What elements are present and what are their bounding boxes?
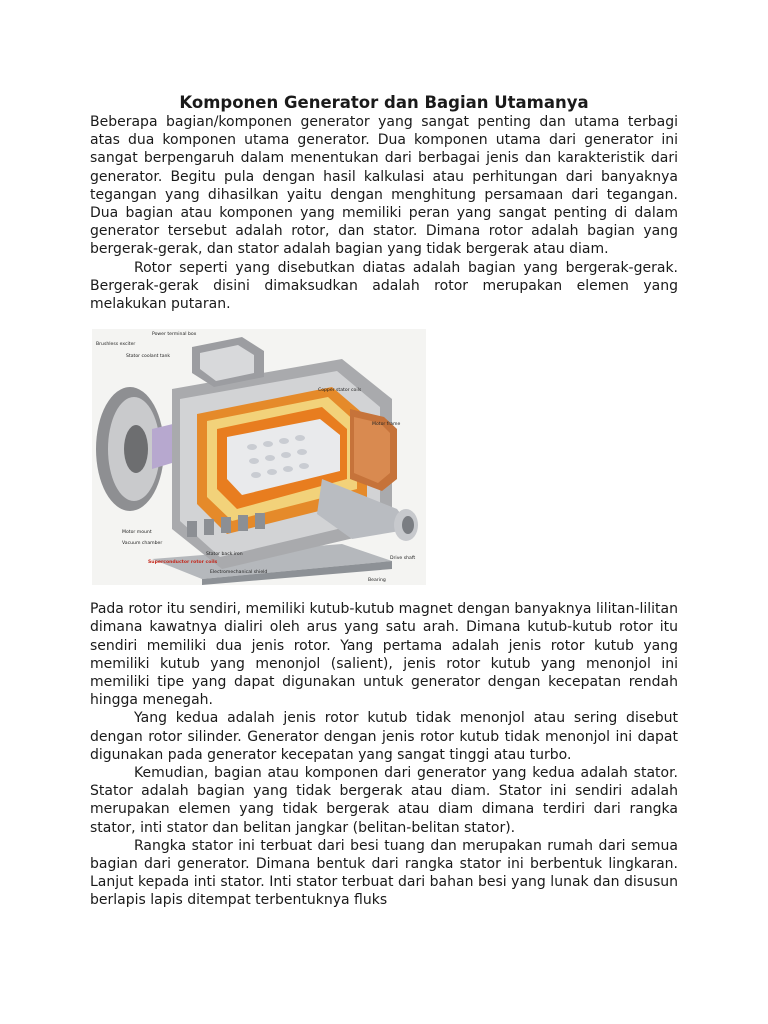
paragraph: Pada rotor itu sendiri, memiliki kutub-kutub magnet dengan banyaknya lilitan-lilitan dimana kawatnya dialiri oleh arus yang satu arah. Dimana kutub-kutub rotor itu sendiri memiliki dua jenis rotor. Yang pertama adalah jenis rotor kutub yang memiliki kutub yang menonjol (salient), jenis rotor kutub yang menonjol ini memiliki tipe yang dapat digunakan untuk generator dengan kecepatan rendah hingga menegah. (90, 601, 678, 709)
paragraph: Rangka stator ini terbuat dari besi tuang dan merupakan rumah dari semua bagian dari generator. Dimana bentuk dari rangka stator ini berbentuk lingkaran. Lanjut kepada inti stator. Inti stator terbuat dari bahan besi yang lunak dan disusun berlapis lapis ditempat terbentuknya fluks (90, 837, 678, 909)
document-body (90, 93, 678, 910)
paragraph: Yang kedua adalah jenis rotor kutub tidak menonjol atau sering disebut dengan rotor silinder. Generator dengan jenis rotor kutub tidak menonjol ini dapat digunakan pada generator kecepatan yang sangat tinggi atau turbo. (90, 710, 678, 763)
paragraph: Beberapa bagian/komponen generator yang sangat penting dan utama terbagi atas dua komponen utama generator. Dua komponen utama dari generator ini sangat berpengaruh dalam menentukan dari berbagai jenis dan karakteristik dari generator. Begitu pula dengan hasil kalkulasi atau perhitungan dari banyaknya tegangan yang dihasilkan yaitu dengan menghitung persamaan dari tegangan. Dua bagian atau komponen yang memiliki peran yang sangat penting di dalam generator tersebut adalah rotor, dan stator. Dimana rotor adalah bagian yang bergerak-gerak, dan stator adalah bagian yang tidak bergerak atau diam. (90, 114, 678, 258)
generator-cutaway-figure (92, 329, 426, 585)
label-motor-mount: Motor mount (122, 530, 152, 536)
label-copper-stator-coils: Copper stator coils (318, 388, 362, 394)
generator-cutaway-illustration (92, 329, 426, 585)
paragraph: Kemudian, bagian atau komponen dari generator yang kedua adalah stator. Stator adalah bagian yang tidak bergerak atau diam. Stator ini sendiri adalah merupakan elemen yang tidak bergerak atau diam dimana terdiri dari rangka stator, inti stator dan belitan jangkar (belitan-belitan stator). (90, 765, 678, 836)
label-vacuum-chamber: Vacuum chamber (122, 541, 163, 547)
document-title: Komponen Generator dan Bagian Utamanya (179, 93, 589, 112)
label-bearing: Bearing (368, 578, 386, 584)
label-electromechanical-shield: Electromechanical shield (210, 570, 268, 576)
label-brushless-exciter: Brushless exciter (96, 342, 136, 348)
label-drive-shaft: Drive shaft (390, 556, 416, 562)
label-motor-frame: Motor frame (372, 422, 401, 428)
paragraph: Rotor seperti yang disebutkan diatas adalah bagian yang bergerak-gerak. Bergerak-gerak disini dimaksudkan adalah rotor merupakan elemen yang melakukan putaran. (90, 259, 678, 313)
label-stator-back-iron: Stator back iron (206, 552, 243, 558)
label-stator-coolant-tank: Stator coolant tank (126, 354, 171, 360)
label-superconductor-rotor-coils: Superconductor rotor coils (148, 560, 218, 566)
label-power-terminal-box: Power terminal box (152, 332, 197, 338)
